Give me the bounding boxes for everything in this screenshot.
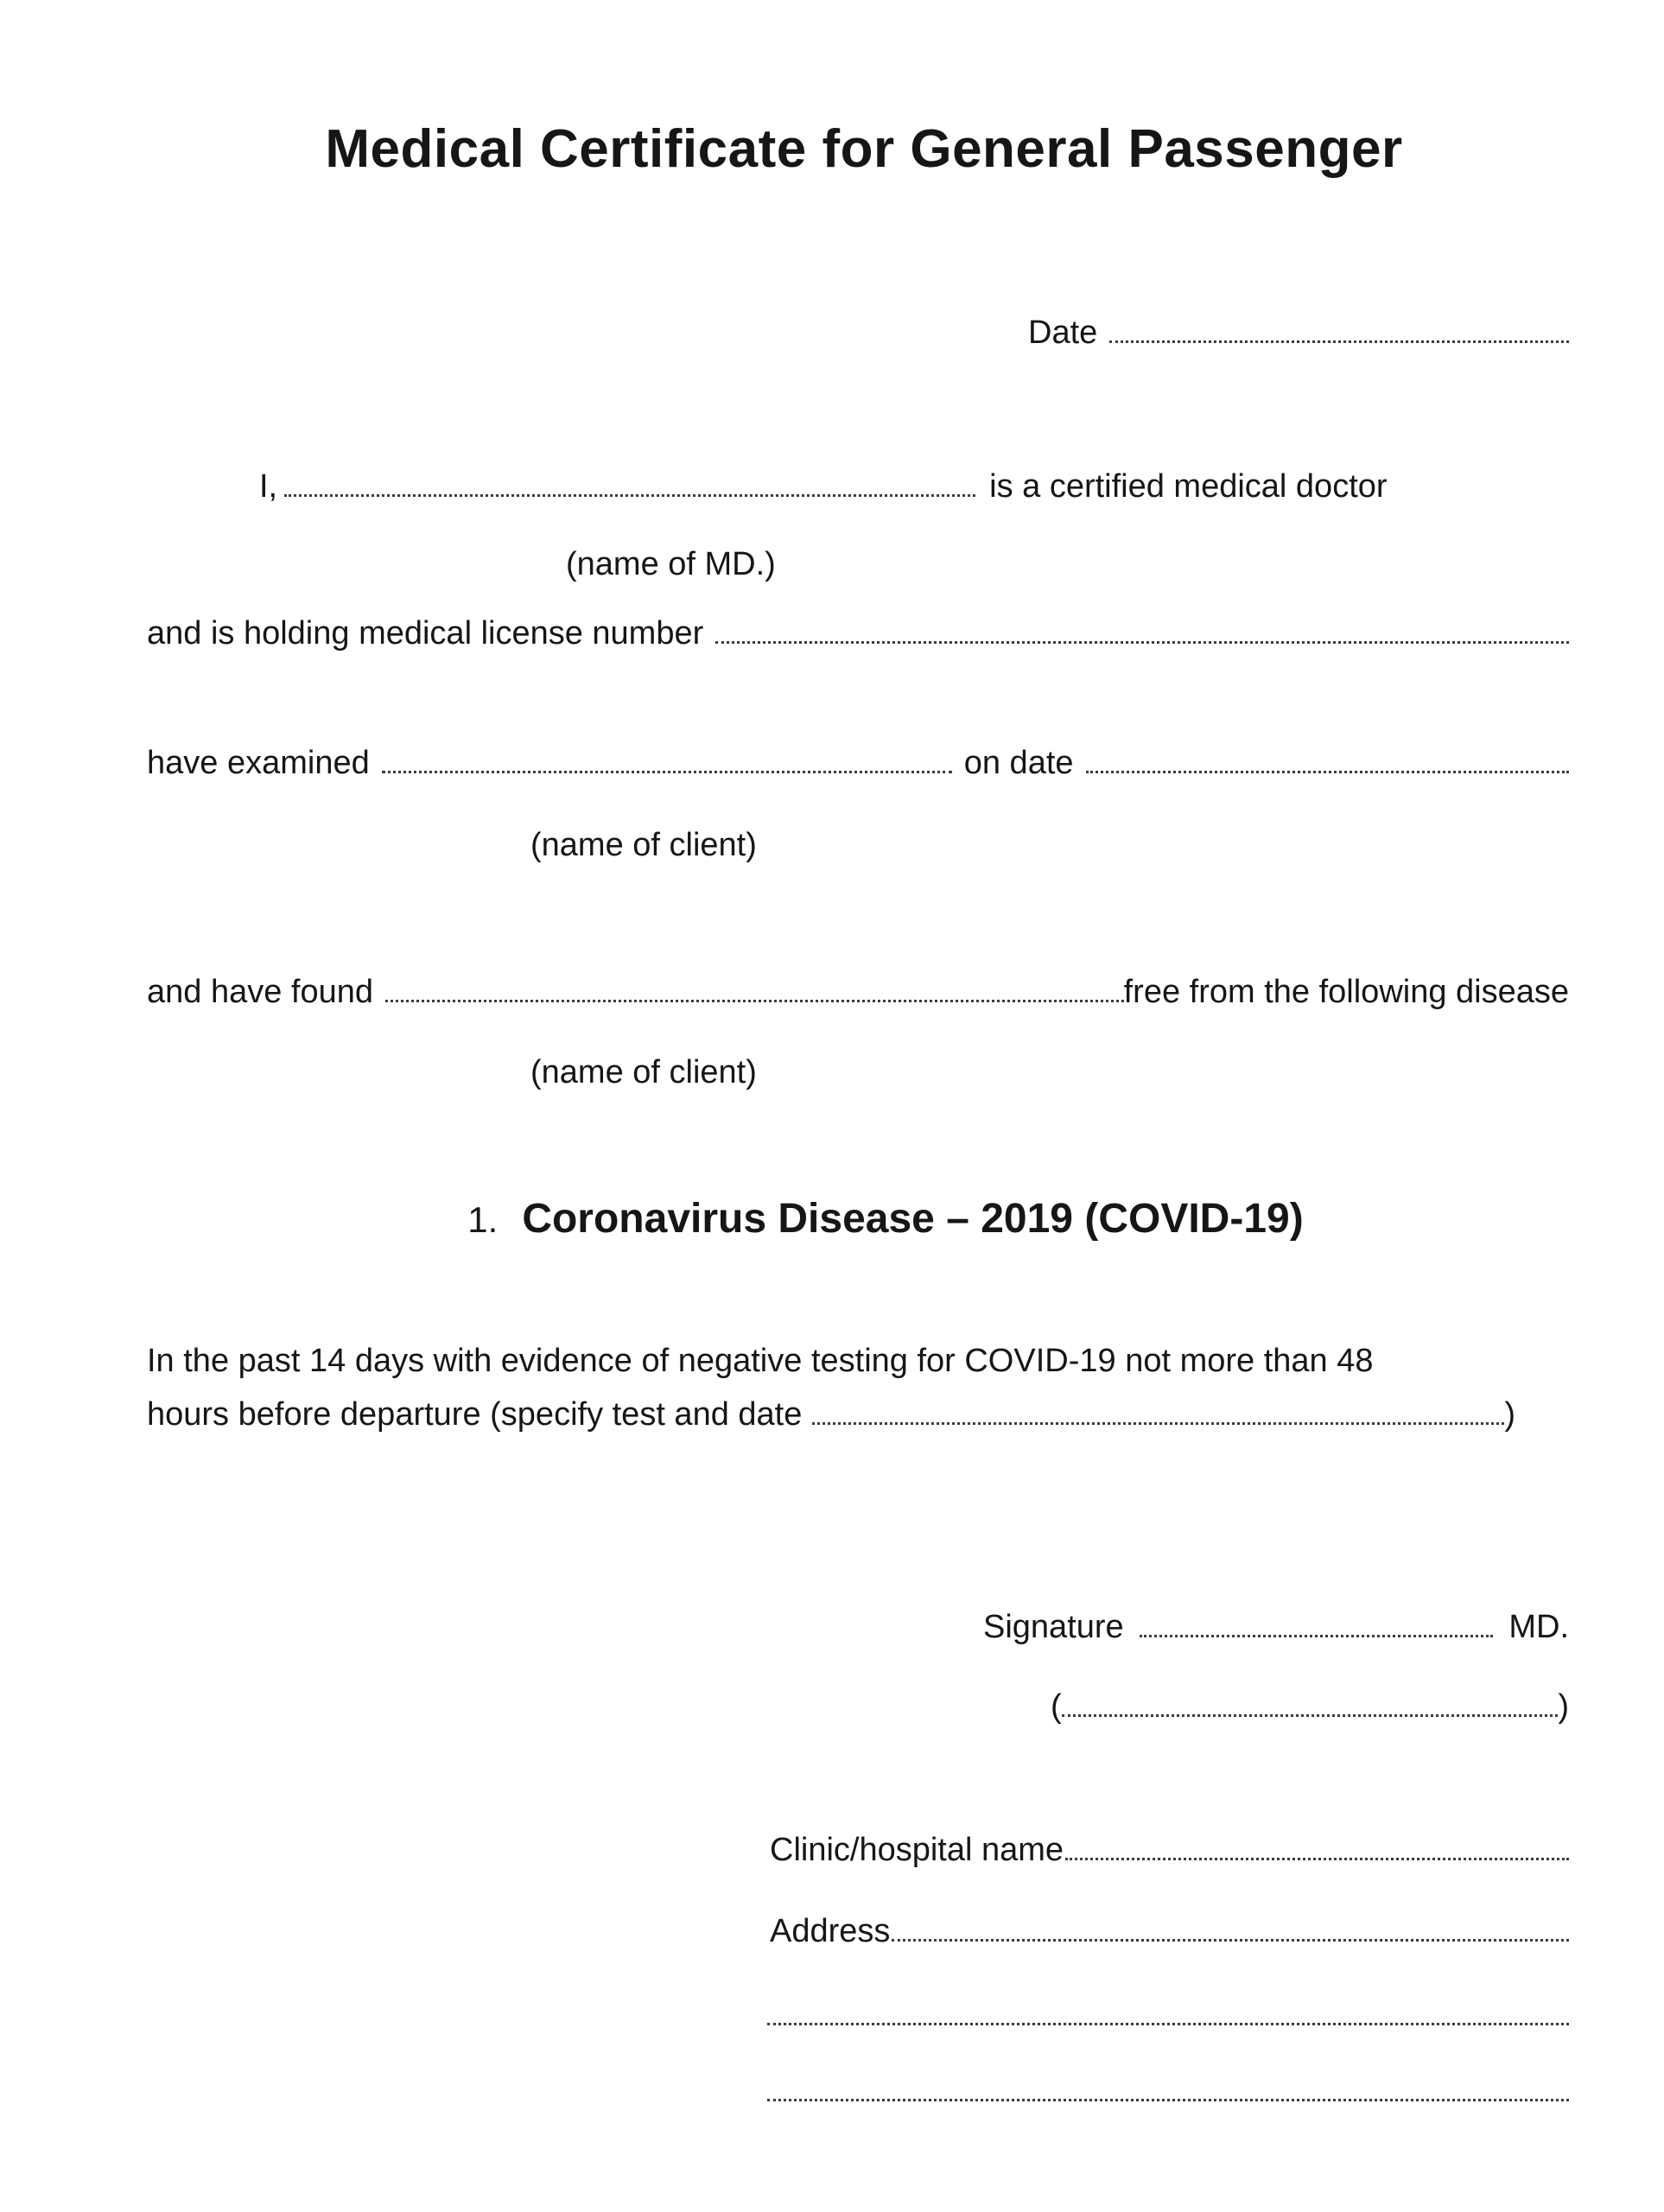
- address-extra-line-2[interactable]: [767, 2099, 1569, 2101]
- open-paren: (: [1051, 1688, 1062, 1725]
- clinic-label: Clinic/hospital name: [770, 1832, 1064, 1868]
- covid-paragraph-line1: In the past 14 days with evidence of negative testing for COVID-19 not more than 48: [147, 1343, 1374, 1379]
- i-label: I,: [259, 468, 278, 505]
- signer-name-row: [1051, 1687, 1569, 1726]
- license-field-line[interactable]: [715, 641, 1569, 644]
- specify-test-text: hours before departure (specify test and date: [147, 1396, 803, 1433]
- found-label: and have found: [147, 974, 374, 1010]
- intro-row: [259, 467, 1388, 506]
- section1-title: Coronavirus Disease – 2019 (COVID-19): [522, 1196, 1304, 1242]
- examined-label: have examined: [147, 745, 370, 781]
- license-row: [147, 613, 1569, 653]
- md-name-field-line[interactable]: [284, 494, 975, 497]
- date-field-line[interactable]: [1109, 340, 1569, 343]
- exam-date-field-line[interactable]: [1086, 771, 1569, 773]
- certified-doctor-text: is a certified medical doctor: [989, 468, 1388, 505]
- found-row: [147, 972, 1569, 1012]
- address-extra-row-2: [767, 2099, 1569, 2101]
- test-date-field-line[interactable]: [812, 1422, 1504, 1425]
- signature-label: Signature: [983, 1609, 1124, 1645]
- md-name-note: (name of MD.): [566, 546, 776, 582]
- section1-number: 1.: [467, 1199, 499, 1240]
- certificate-title: Medical Certificate for General Passenger: [325, 119, 1403, 179]
- signature-row: [983, 1607, 1569, 1647]
- client-name-note-1: (name of client): [530, 827, 757, 863]
- signature-field-line[interactable]: [1140, 1635, 1494, 1637]
- examined-client-name-field-line[interactable]: [382, 771, 952, 773]
- address-label: Address: [770, 1913, 891, 1949]
- section1-heading: [147, 1194, 1581, 1244]
- close-paren: ): [1558, 1688, 1569, 1725]
- client-name-note-2: (name of client): [530, 1054, 757, 1090]
- signer-name-field-line[interactable]: [1062, 1714, 1559, 1717]
- address-row: [770, 1911, 1569, 1951]
- clinic-name-field-line[interactable]: [1065, 1858, 1569, 1860]
- date-label: Date: [1028, 315, 1098, 351]
- address-extra-line-1[interactable]: [767, 2023, 1569, 2025]
- clinic-row: [770, 1830, 1569, 1870]
- paragraph-close-paren: ): [1504, 1396, 1515, 1433]
- examined-row: [147, 743, 1569, 783]
- covid-paragraph-line2: [147, 1395, 1515, 1434]
- on-date-label: on date: [963, 745, 1074, 781]
- address-extra-row-1: [767, 2023, 1569, 2025]
- address-field-line[interactable]: [892, 1939, 1569, 1942]
- free-disease-text: free from the following disease: [1123, 974, 1569, 1010]
- license-label: and is holding medical license number: [147, 615, 704, 652]
- found-client-name-field-line[interactable]: [385, 1000, 1124, 1002]
- date-row: [1028, 313, 1569, 353]
- md-suffix: MD.: [1508, 1609, 1569, 1645]
